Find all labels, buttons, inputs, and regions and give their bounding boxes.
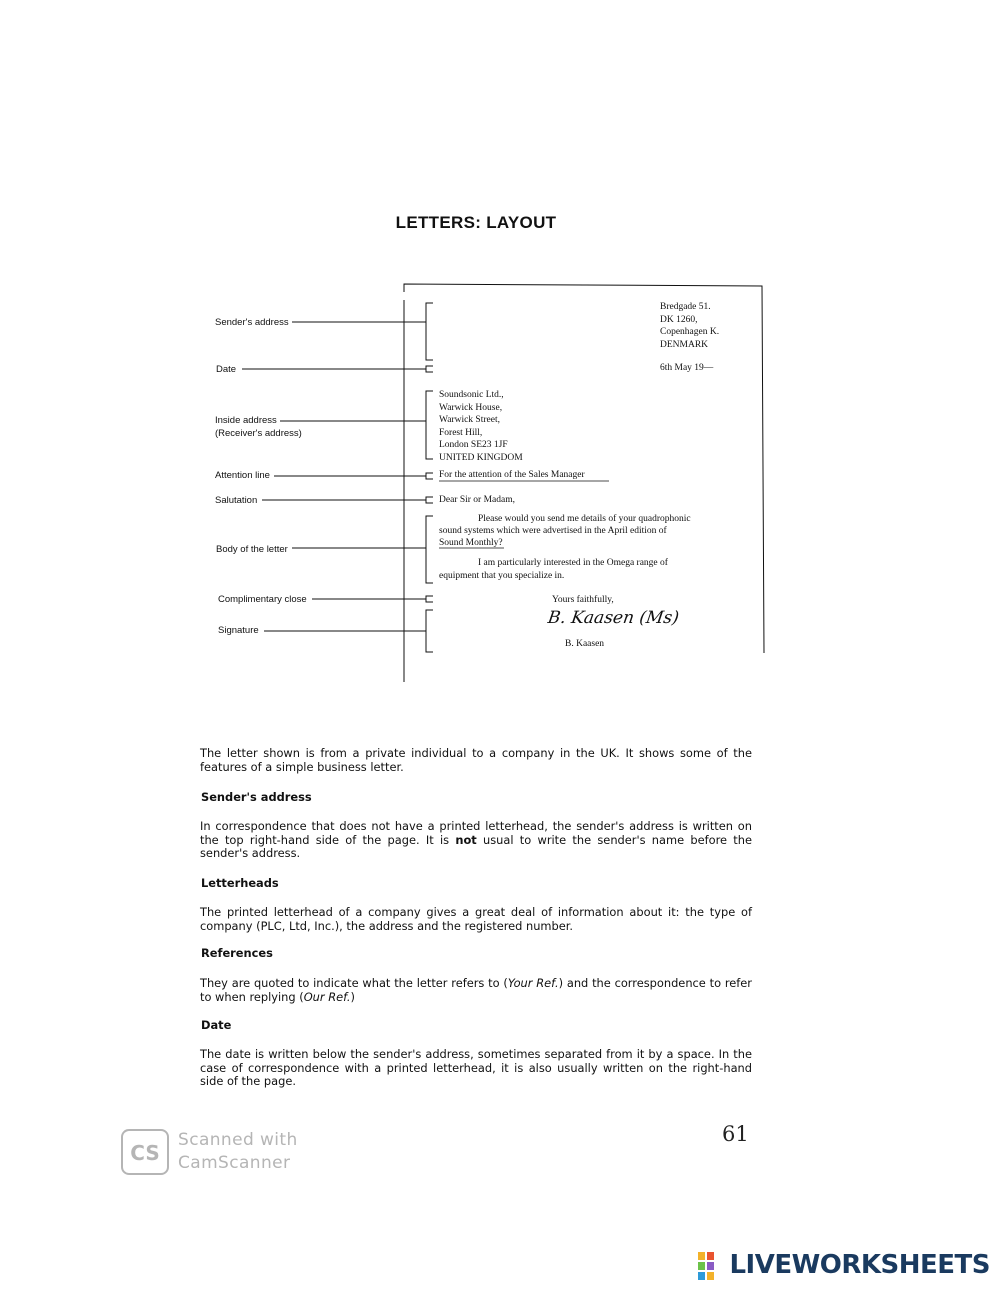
intro-paragraph: The letter shown is from a private individual to a company in the UK. It shows some of the features of a simple business letter.: [200, 746, 752, 774]
letter-date: 6th May 19—: [660, 363, 714, 373]
camscanner-text: CamScanner: [178, 1153, 291, 1173]
body-paragraph-1-line: Please would you send me details of your quadrophonic: [478, 514, 691, 524]
emphasis-not: not: [455, 832, 477, 847]
heading-references: References: [201, 946, 273, 960]
inside-address-line: London SE23 1JF: [439, 440, 508, 451]
paragraph-date: The date is written below the sender's address, sometimes separated from it by a space. In the case of correspondence with a printed letterhead, it is also usually written on the right-hand side of the page.: [200, 1047, 752, 1089]
text-span: ) and the correspondence to refer to when replying (: [200, 976, 752, 1004]
inside-address-line: Warwick Street,: [439, 415, 500, 426]
inside-address: [439, 389, 523, 465]
handwritten-signature: B. Kaasen (Ms): [546, 608, 681, 628]
attention-line: For the attention of the Sales Manager: [439, 470, 585, 480]
sender-address-line: DENMARK: [660, 339, 709, 350]
complimentary-close: Yours faithfully,: [552, 595, 614, 605]
italic-our-ref: Our Ref.: [303, 989, 351, 1004]
inside-address-line: Soundsonic Ltd.,: [439, 390, 504, 400]
page-title: LETTERS: LAYOUT: [395, 213, 557, 232]
signature-name: B. Kaasen: [565, 639, 605, 649]
heading-date: Date: [201, 1018, 232, 1032]
paragraph-references: [200, 977, 752, 1004]
camscanner-logo-icon: [121, 1129, 169, 1175]
label-signature: Signature: [218, 625, 259, 636]
label-body: Body of the letter: [216, 544, 288, 555]
label-attention-line: Attention line: [215, 470, 270, 481]
inside-address-line: Forest Hill,: [439, 427, 483, 438]
text-span: In correspondence that does not have a printed letterhead, the sender's address is written on the top right-hand side of the page. It is: [200, 819, 752, 847]
liveworksheets-watermark: LIVEWORKSHEETS: [729, 1250, 990, 1280]
inside-address-line: UNITED KINGDOM: [439, 452, 523, 463]
text-span: They are quoted to indicate what the letter refers to (: [200, 976, 508, 990]
sender-address: [660, 301, 719, 351]
body-paragraph-2-line: I am particularly interested in the Omega range of: [478, 558, 668, 568]
text-span: usual to write the sender's name before the sender's address.: [200, 832, 752, 861]
scanned-with-text: Scanned with: [178, 1130, 298, 1150]
label-senders-address: Sender's address: [215, 317, 289, 328]
page-number: 61: [722, 1122, 749, 1146]
label-receivers-address: (Receiver's address): [215, 428, 302, 439]
body-paragraph-2-line: equipment that you specialize in.: [439, 571, 565, 581]
paragraph-senders-address: [200, 820, 752, 861]
heading-senders-address: Sender's address: [201, 790, 312, 804]
label-date: Date: [216, 364, 237, 375]
sender-address-line: DK 1260,: [660, 314, 698, 325]
liveworksheets-logo-icon: [698, 1252, 722, 1280]
inside-address-line: Warwick House,: [439, 402, 503, 413]
heading-letterheads: Letterheads: [201, 876, 279, 890]
label-inside-address: Inside address: [215, 415, 277, 426]
italic-your-ref: Your Ref.: [507, 976, 559, 990]
body-paragraph-1-line: sound systems which were advertised in the April edition of: [439, 526, 667, 536]
text-span: ): [350, 989, 355, 1004]
salutation: Dear Sir or Madam,: [439, 495, 515, 505]
label-salutation: Salutation: [215, 495, 258, 506]
sender-address-line: Bredgade 51.: [660, 302, 711, 312]
camscanner-logo-text: CS: [130, 1141, 160, 1165]
paragraph-letterheads: The printed letterhead of a company gives a great deal of information about it: the type of company (PLC, Ltd, Inc.), the address and the registered number.: [200, 905, 752, 933]
body-paragraph-1-line: Sound Monthly?: [439, 538, 503, 548]
label-complimentary-close: Complimentary close: [218, 594, 307, 605]
sender-address-line: Copenhagen K.: [660, 327, 720, 338]
